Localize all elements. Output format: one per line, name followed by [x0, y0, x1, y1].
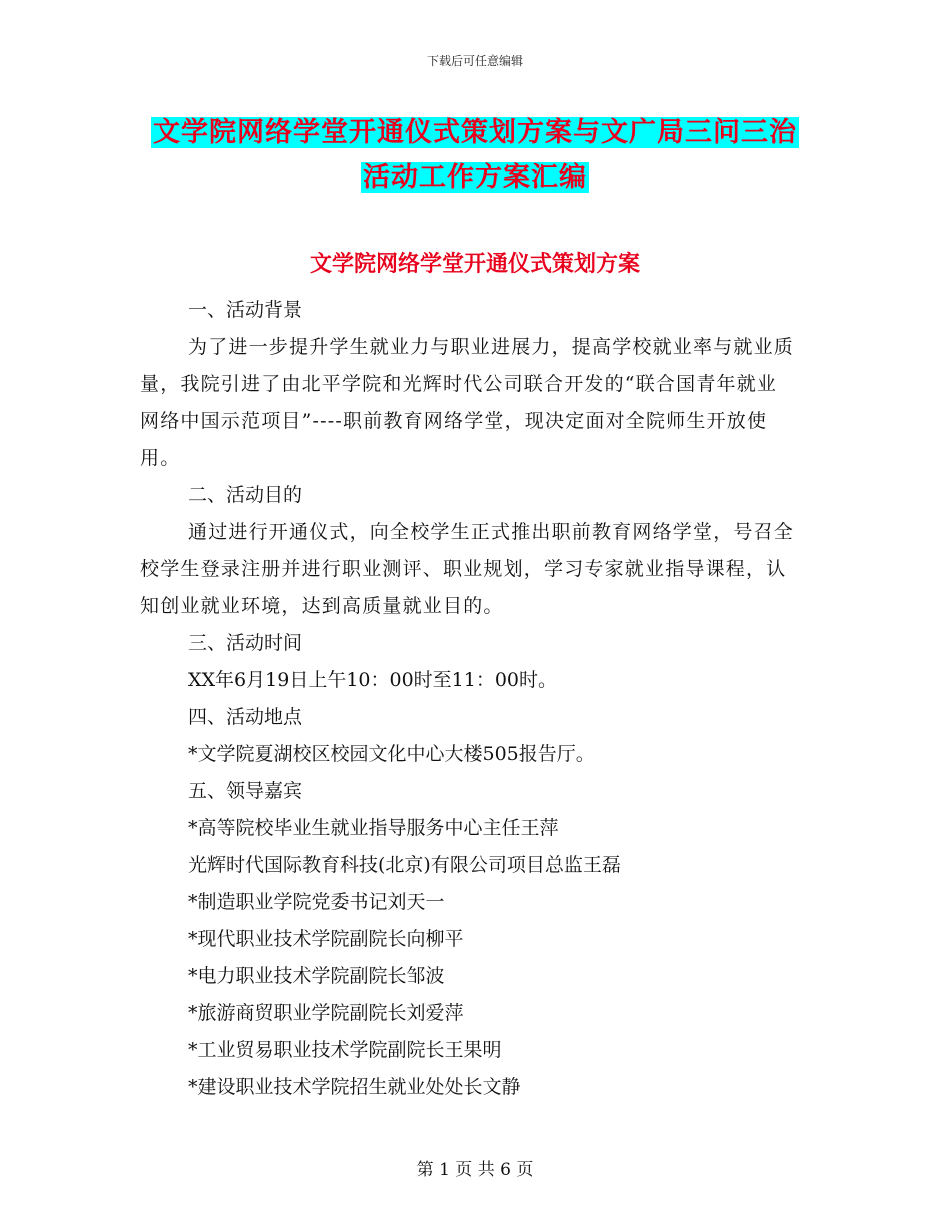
title-line-1-text: 文学院网络学堂开通仪式策划方案与文广局三问三治	[153, 117, 797, 148]
paragraph-purpose: 通过进行开通仪式，向全校学生正式推出职前教育网络学堂，号召全校学生登录注册并进行职业测评、职业规划，学习专家就业指导课程，认知创业就业环境，达到高质量就业目的。	[140, 521, 795, 617]
text-location: *文学院夏湖校区校园文化中心大楼505报告厅。	[188, 743, 595, 765]
document-title-line-1	[0, 110, 950, 149]
guest-item: 光辉时代国际教育科技(北京)有限公司项目总监王磊	[188, 854, 621, 876]
heading-location: 四、活动地点	[188, 706, 303, 728]
heading-purpose: 二、活动目的	[188, 484, 303, 506]
guest-item: *高等院校毕业生就业指导服务中心主任王萍	[188, 817, 559, 839]
guest-item: *旅游商贸职业学院副院长刘爱萍	[188, 1002, 464, 1024]
title-line-2-text: 活动工作方案汇编	[363, 162, 587, 193]
guest-item: *制造职业学院党委书记刘天一	[188, 891, 445, 913]
heading-guests: 五、领导嘉宾	[188, 780, 303, 802]
heading-background: 一、活动背景	[188, 299, 303, 321]
guest-item: *建设职业技术学院招生就业处处长文静	[188, 1076, 521, 1098]
guest-item: *现代职业技术学院副院长向柳平	[188, 928, 464, 950]
document-title-line-2	[0, 155, 950, 194]
guest-item: *工业贸易职业技术学院副院长王果明	[188, 1039, 502, 1061]
guest-item: *电力职业技术学院副院长邹波	[188, 965, 445, 987]
heading-time: 三、活动时间	[188, 632, 303, 654]
page-header-note: 下载后可任意编辑	[426, 54, 523, 68]
page-footer-pagination: 第 1 页 共 6 页	[416, 1160, 534, 1180]
section-title: 文学院网络学堂开通仪式策划方案	[309, 252, 640, 277]
text-time: XX年6月19日上午10：00时至11：00时。	[188, 669, 558, 691]
paragraph-background: 为了进一步提升学生就业力与职业进展力，提高学校就业率与就业质量，我院引进了由北平学院和光辉时代公司联合开发的“联合国青年就业网络中国示范项目”----职前教育网络学堂，现决定面对全院师生开放使用。	[140, 336, 795, 469]
document-body	[140, 292, 796, 1106]
